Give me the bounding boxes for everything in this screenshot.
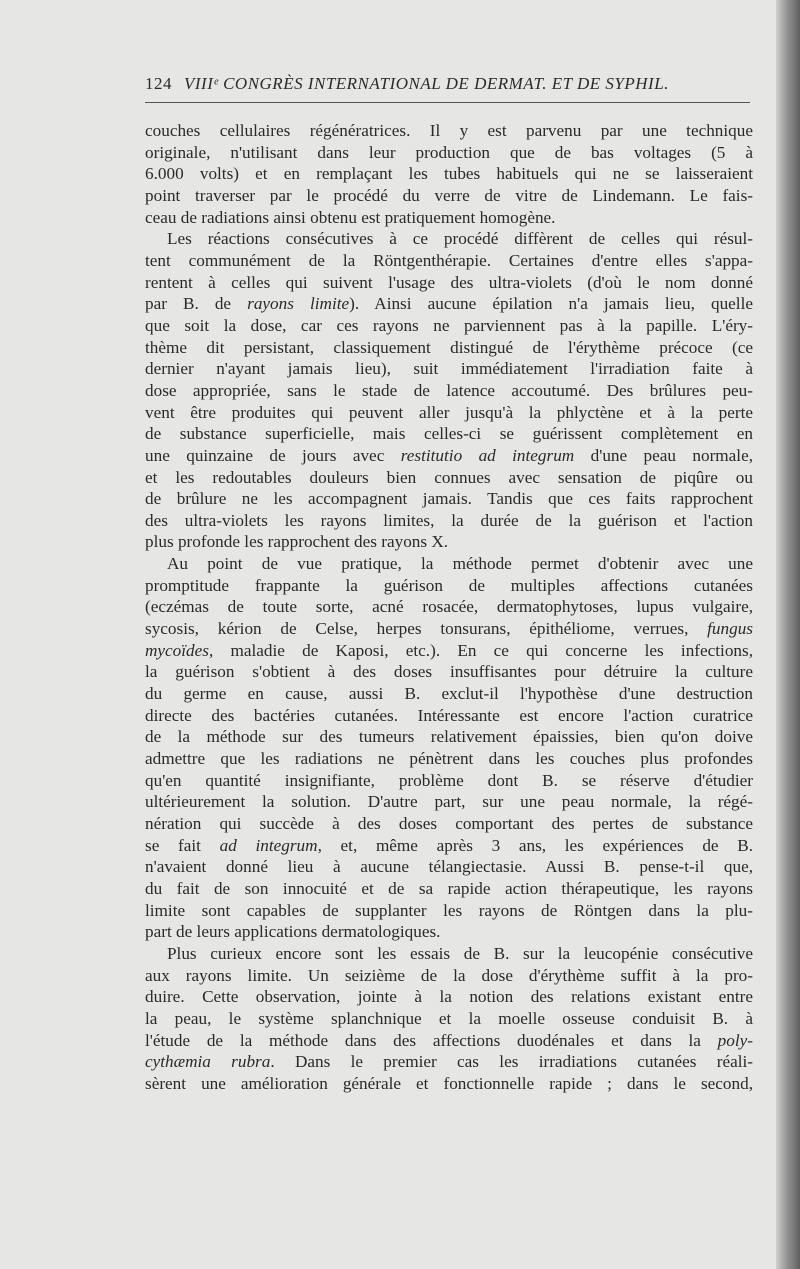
text-line: plus profonde les rapprochent des rayons X. [145,532,449,552]
header-rule [145,102,750,103]
text-line: cythæmia rubra. Dans le premier cas les irradiations cutanées réali- [145,1052,754,1072]
text-line: originale, n'utilisant dans leur production que de bas voltages (5 à [145,142,753,162]
text-line: nération qui succède à des doses comportant des pertes de substance [145,814,753,833]
text-line: duire. Cette observation, jointe à la notion des relations existant entre [145,987,753,1007]
text-line: l'étude de la méthode dans des affections duodénales et dans la poly- [145,1030,753,1050]
text-line: et les redoutables douleurs bien connues avec sensation de piqûre ou [145,467,753,487]
italic-phrase: ad integrum [219,835,318,855]
text-line: directe des bactéries cutanées. Intéressante est encore l'action curatrice [145,705,753,725]
text-line: la guérison s'obtient à des doses insuffisantes pour détruire la culture [145,662,753,682]
page-number: 124 [145,74,172,93]
text-line: de brûlure ne les accompagnent jamais. Tandis que ces faits rapprochent [145,489,753,509]
text-line: vent être produites qui peuvent aller jusqu'à la phlyctène et à la perte [145,402,753,422]
text-line: Les réactions consécutives à ce procédé diffèrent de celles qui résul- [167,229,753,249]
text-line: rentent à celles qui suivent l'usage des ultra-violets (d'où le nom donné [145,272,753,292]
text-line: de la méthode sur des tumeurs relativement épaissies, bien qu'on doive [145,727,753,747]
text-line: se fait ad integrum, et, même après 3 ans, les expériences de B. [145,835,754,855]
text-line: promptitude frappante la guérison de multiples affections cutanées [145,575,753,595]
text-line: point traverser par le procédé du verre de vitre de Lindemann. Le fais- [145,185,753,205]
italic-phrase: cythæmia rubra [145,1052,271,1072]
italic-phrase: rayons limite [247,294,350,314]
text-line: n'avaient donné lieu à aucune télangiectasie. Aussi B. pense-t-il que, [145,857,753,877]
text-line: tent communément de la Röntgenthérapie. Certaines d'entre elles s'appa- [145,250,753,270]
text-line: 6.000 volts) et en remplaçant les tubes habituels qui ne se laisseraient [145,164,753,184]
binding-shadow [776,0,800,1269]
text-line: couches cellulaires régénératrices. Il y est parvenu par une technique [145,121,753,140]
text-line: dernier n'ayant jamais lieu), suit immédiatement l'irradiation faite à [145,359,753,379]
italic-phrase: restitutio ad integrum [400,445,575,465]
text-line: (eczémas de toute sorte, acné rosacée, dermatophytoses, lupus vulgaire, [145,597,753,617]
text-line: que soit la dose, car ces rayons ne parviennent pas à la papille. L'éry- [145,315,753,335]
text-line: sèrent une amélioration générale et fonctionnelle rapide ; dans le second, [145,1073,753,1093]
text-line: des ultra-violets les rayons limites, la durée de la guérison et l'action [145,510,753,530]
text-line: aux rayons limite. Un seizième de la dose d'érythème suffit à la pro- [145,965,753,985]
running-title: VIIIᵉ CONGRÈS INTERNATIONAL DE DERMAT. ET DE SYPHIL. [184,74,669,93]
text-line: du fait de son innocuité et de sa rapide action thérapeutique, les rayons [145,878,753,898]
text-line: de substance superficielle, mais celles-ci se guérissent complètement en [145,424,753,444]
text-line: du germe en cause, aussi B. exclut-il l'hypothèse d'une destruction [145,684,753,704]
text-line: limite sont capables de supplanter les rayons de Röntgen dans la plu- [145,900,753,920]
text-line: Au point de vue pratique, la méthode permet d'obtenir avec une [167,554,753,574]
text-line: mycoïdes, maladie de Kaposi, etc.). En ce qui concerne les infections, [145,640,753,660]
text-line: qu'en quantité insignifiante, problème dont B. se réserve d'étudier [145,770,753,790]
text-line: part de leurs applications dermatologiques. [145,922,441,942]
text-line: ultérieurement la solution. D'autre part, sur une peau normale, la régé- [145,792,753,812]
text-line: dose appropriée, sans le stade de latence accoutumé. Des brûlures peu- [145,380,753,400]
text-line: admettre que les radiations ne pénètrent dans les couches plus profondes [145,749,753,769]
italic-phrase: mycoïdes [145,640,209,660]
running-head [145,74,750,100]
text-line: sycosis, kérion de Celse, herpes tonsurans, épithéliome, verrues, fungus [145,619,753,639]
text-line: thème dit persistant, classiquement distingué de l'érythème précoce (ce [145,337,753,357]
text-line: une quinzaine de jours avec restitutio ad integrum d'une peau normale, [145,445,754,465]
text-line: Plus curieux encore sont les essais de B. sur la leucopénie consécutive [167,943,753,963]
italic-phrase: fungus [707,619,753,639]
text-line: par B. de rayons limite). Ainsi aucune épilation n'a jamais lieu, quelle [145,294,753,314]
text-line: ceau de radiations ainsi obtenu est pratiquement homogène. [145,207,556,227]
text-line: la peau, le système splanchnique et la moelle osseuse conduisit B. à [145,1008,753,1028]
body-text [145,120,753,1095]
italic-phrase: poly- [717,1030,753,1050]
